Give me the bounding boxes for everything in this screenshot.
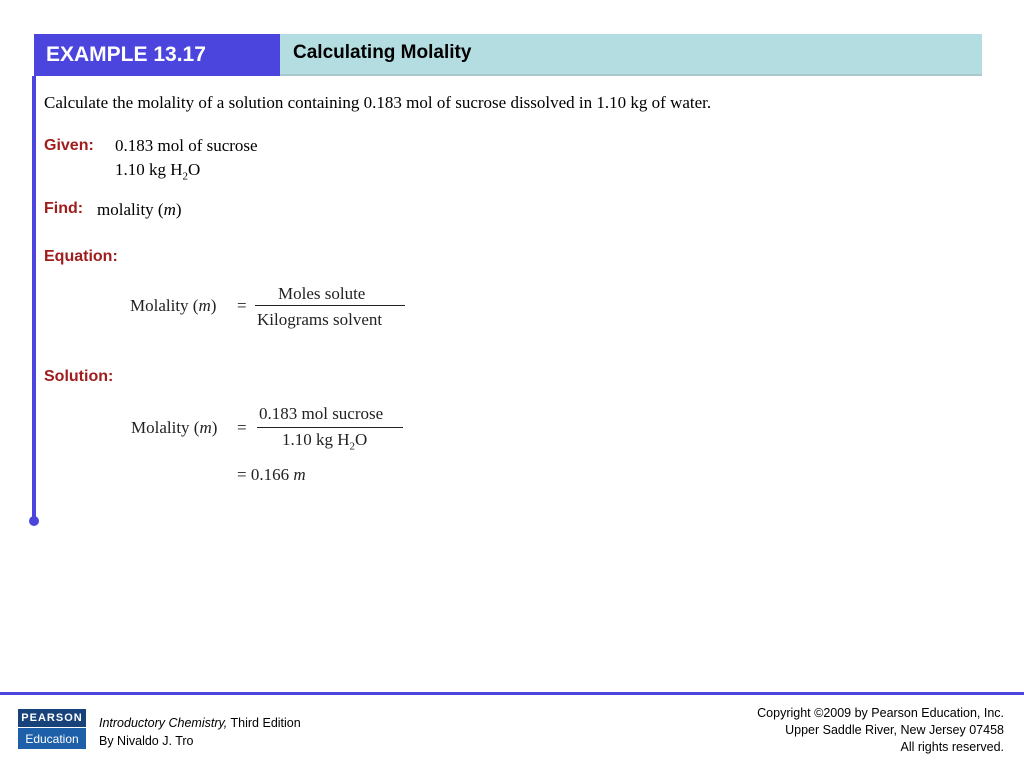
- solution-lhs-post: ): [211, 418, 218, 437]
- result-unit: m: [293, 465, 306, 484]
- equation-denominator: Kilograms solvent: [257, 310, 383, 329]
- find-var: m: [163, 200, 176, 219]
- pearson-logo: [18, 709, 86, 749]
- find-post: ): [175, 200, 182, 219]
- book-author: By Nivaldo J. Tro: [99, 734, 194, 748]
- example-number: EXAMPLE 13.17: [34, 34, 280, 76]
- equation-lhs-post: ): [210, 296, 217, 315]
- given-mass-text: 1.10 kg H: [115, 160, 183, 179]
- solution-fraction-bar: [257, 427, 403, 428]
- solution-lhs-pre: Molality (: [131, 418, 200, 437]
- given-mass-subscript: 2: [182, 170, 189, 183]
- book-title: Introductory Chemistry,: [99, 716, 228, 730]
- problem-statement: Calculate the molality of a solution containing 0.183 mol of sucrose dissolved in 1.10 kg of water.: [44, 93, 712, 112]
- left-rule-dot: [29, 516, 39, 526]
- solution-result: [237, 465, 306, 485]
- logo-bottom: Education: [18, 728, 86, 749]
- find-pre: molality (: [97, 200, 164, 219]
- given-mass: [115, 160, 200, 182]
- logo-top: PEARSON: [18, 709, 86, 728]
- given-mass-suffix: O: [188, 160, 201, 179]
- equation-lhs-pre: Molality (: [130, 296, 199, 315]
- solution-den-pre: 1.10 kg H: [282, 430, 350, 449]
- solution-equals: =: [237, 418, 247, 437]
- book-citation: [99, 714, 301, 750]
- equation-label: Equation:: [44, 248, 118, 265]
- find-value: [97, 200, 182, 220]
- solution-den-post: O: [355, 430, 368, 449]
- equation-equals: =: [237, 296, 247, 315]
- find-label: Find:: [44, 200, 84, 217]
- footer-rule: [0, 692, 1024, 695]
- solution-denominator: [282, 430, 367, 452]
- equation-fraction-bar: [255, 305, 405, 306]
- equation-lhs-var: m: [198, 296, 211, 315]
- solution-lhs: [131, 418, 217, 438]
- solution-lhs-var: m: [199, 418, 212, 437]
- copyright: [757, 705, 1004, 756]
- slide-title: Calculating Molality: [280, 34, 982, 76]
- left-rule: [32, 76, 36, 520]
- given-label: Given:: [44, 137, 94, 154]
- equation-lhs: [130, 296, 216, 316]
- solution-den-sub: 2: [349, 440, 356, 453]
- given-moles: 0.183 mol of sucrose: [115, 136, 258, 155]
- copyright-line-1: Copyright ©2009 by Pearson Education, Inc.: [757, 706, 1004, 720]
- solution-label: Solution:: [44, 368, 114, 385]
- copyright-line-2: Upper Saddle River, New Jersey 07458: [785, 723, 1004, 737]
- equation-numerator: Moles solute: [278, 284, 366, 303]
- copyright-line-3: All rights reserved.: [900, 740, 1004, 754]
- solution-numerator: 0.183 mol sucrose: [259, 404, 384, 423]
- result-equals: =: [237, 465, 247, 484]
- book-title-line: [99, 714, 301, 732]
- book-edition: Third Edition: [227, 716, 301, 730]
- result-value: 0.166: [250, 465, 290, 484]
